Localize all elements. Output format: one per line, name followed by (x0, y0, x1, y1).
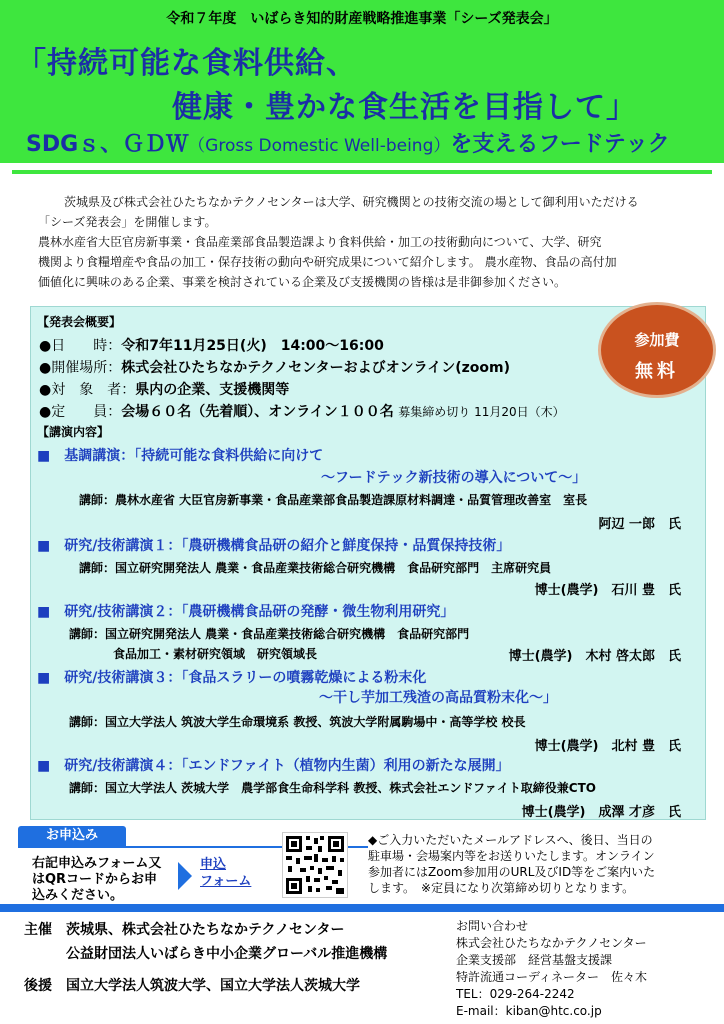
date-label: ●日 時： (39, 338, 122, 354)
capacity-label: ●定 員： (39, 404, 122, 420)
qr-code-icon (283, 833, 347, 897)
fee-value: 無料 (635, 361, 679, 382)
apply-instructions (32, 856, 161, 904)
apply-note-line-3: 参加者にはZoom参加用のURL及びID等をご案内いた (368, 865, 656, 879)
intro-line-3: 農林水産省大臣官房新事業・食品産業部食品製造課より食料供給・加工の技術動向について、大学、研究 (38, 235, 602, 249)
title-line-1: 「持続可能な食料供給、 (16, 46, 357, 81)
venue-label: ●開催場所： (39, 360, 122, 376)
header-banner (0, 0, 724, 163)
apply-instructions-line-1: 右記申込みフォーム又 (32, 856, 162, 871)
apply-note-line-4: します。 ※定員になり次第締め切りとなります。 (368, 881, 635, 895)
intro-line-5: 価値化に興味のある企業、事業を検討されている企業及び支援機関の皆様は是非御参加ください。 (38, 275, 567, 289)
header-divider (12, 170, 712, 174)
lecture-1-person: 博士(農学) 石川 豊 氏 (534, 583, 681, 598)
lecture-3-title: ■ 研究/技術講演３：「食品スラリーの噴霧乾燥による粉末化 (37, 670, 427, 686)
contact-info (456, 918, 647, 1020)
host-row-2 (24, 942, 387, 966)
lecture-3-lecturer: 講師：国立大学法人 筑波大学生命環境系 教授、筑波大学附属駒場中・高等学校 校長 (69, 715, 526, 729)
capacity-row (39, 401, 565, 421)
title-sdgs: SDGｓ、ＧＤＷ (26, 132, 189, 157)
support-value: 国立大学法人筑波大学、国立大学法人茨城大学 (66, 978, 360, 994)
host-row (24, 918, 387, 942)
intro-text (38, 192, 698, 292)
intro-line-2: 「シーズ発表会」を開催します。 (38, 215, 217, 229)
apply-tab: お申込み (18, 826, 126, 846)
apply-note (368, 832, 714, 896)
capacity-value: 会場６０名（先着順）、オンライン１００名 (121, 404, 394, 420)
contact-dept: 企業支援部 経営基盤支援課 (456, 953, 613, 967)
target-row (39, 379, 289, 399)
host-label: 主催 (24, 922, 52, 938)
intro-line-4: 機関より食糧増産や食品の加工・保存技術の動向や研究成果について紹介します。 農水産物、食品の高付加 (38, 255, 617, 269)
contact-heading: お問い合わせ (456, 919, 529, 933)
deadline-note: 募集締め切り 11月20日（木） (398, 405, 565, 419)
fee-label: 参加費 (634, 331, 680, 349)
event-subtitle: 令和７年度 いばらき知的財産戦略推進事業「シーズ発表会」 (166, 11, 558, 27)
lectures-heading: 【講演内容】 (37, 425, 110, 439)
title-gdw-paren: （Gross Domestic Well-being） (188, 136, 451, 156)
target-value: 県内の企業、支援機関等 (135, 382, 290, 398)
fee-badge (598, 302, 716, 398)
apply-form-link-line-2[interactable]: フォーム (200, 874, 252, 889)
host-line-1: 茨城県、株式会社ひたちなかテクノセンター (66, 922, 345, 938)
lecture-4-person: 博士(農学) 成澤 才彦 氏 (521, 805, 681, 820)
qr-code[interactable] (282, 832, 348, 898)
event-overview-panel (30, 306, 706, 820)
lecture-keynote-subtitle: ～フードテック新技術の導入について～」 (321, 470, 587, 486)
footer-divider (0, 904, 724, 912)
intro-line-1: 茨城県及び株式会社ひたちなかテクノセンターは大学、研究機関との技術交流の場として御利用いただける (64, 195, 639, 209)
contact-email[interactable]: E-mail：kiban@htc.co.jp (456, 1004, 602, 1018)
lecture-keynote-lecturer: 講師：農林水産省 大臣官房新事業・食品産業部食品製造課原材料調達・品質管理改善室 室長 (79, 493, 588, 507)
lecture-1-lecturer: 講師：国立研究開発法人 農業・食品産業技術総合研究機構 食品研究部門 主席研究員 (79, 561, 552, 575)
lecture-4-title: ■ 研究/技術講演４：「エンドファイト（植物内生菌）利用の新たな展開」 (37, 758, 510, 774)
apply-instructions-line-2: はQRコードからお申 (32, 872, 158, 887)
overview-heading: 【発表会概要】 (37, 315, 122, 329)
venue-value: 株式会社ひたちなかテクノセンターおよびオンライン(zoom) (121, 360, 511, 376)
lecture-keynote-title: ■ 基調講演：「持続可能な食料供給に向けて (37, 448, 324, 464)
lecture-keynote-person: 阿辺 一郎 氏 (598, 517, 681, 532)
contact-tel[interactable]: TEL：029-264-2242 (456, 987, 575, 1001)
lecture-2-lecturer: 講師：国立研究開発法人 農業・食品産業技術総合研究機構 食品研究部門 (69, 627, 470, 641)
venue-row (39, 357, 510, 377)
support-row (24, 974, 387, 998)
host-line-2: 公益財団法人いばらき中小企業グローバル推進機構 (66, 946, 388, 962)
organizers (24, 918, 387, 998)
title-foodtech: を支えるフードテック (450, 132, 670, 157)
apply-instructions-line-3: 込みください。 (32, 888, 124, 903)
lecture-3-person: 博士(農学) 北村 豊 氏 (534, 739, 681, 754)
date-value: 令和7年11月25日(火) 14:00～16:00 (121, 338, 384, 354)
title-line-2: 健康・豊かな食生活を目指して」 (172, 90, 637, 125)
lecture-3-subtitle: ～干し芋加工残渣の高品質粉末化～」 (319, 690, 557, 706)
lecture-2-title: ■ 研究/技術講演２：「農研機構食品研の発酵・微生物利用研究」 (37, 604, 455, 620)
apply-note-line-1: ◆ご入力いただいたメールアドレスへ、後日、当日の (368, 833, 653, 847)
lecture-4-lecturer: 講師：国立大学法人 茨城大学 農学部食生命科学科 教授、株式会社エンドファイト取締役兼CTO (69, 781, 596, 795)
lecture-1-title: ■ 研究/技術講演１：「農研機構食品研の紹介と鮮度保持・品質保持技術」 (37, 538, 511, 554)
lecture-2-lecturer-dept: 食品加工・素材研究領域 研究領域長 (113, 647, 318, 661)
arrow-right-icon (178, 862, 192, 890)
lecture-2-person: 博士(農学) 木村 啓太郎 氏 (508, 649, 681, 664)
target-label: ●対 象 者： (39, 382, 136, 398)
support-label: 後援 (24, 978, 52, 994)
apply-form-link-line-1[interactable]: 申込 (200, 857, 227, 872)
date-row (39, 335, 384, 355)
apply-note-line-2: 駐車場・会場案内等をお送りいたします。オンライン (368, 849, 655, 863)
contact-org: 株式会社ひたちなかテクノセンター (456, 936, 647, 950)
contact-person: 特許流通コーディネーター 佐々木 (456, 970, 648, 984)
title-line-3 (26, 127, 670, 158)
apply-form-link[interactable] (200, 856, 251, 890)
